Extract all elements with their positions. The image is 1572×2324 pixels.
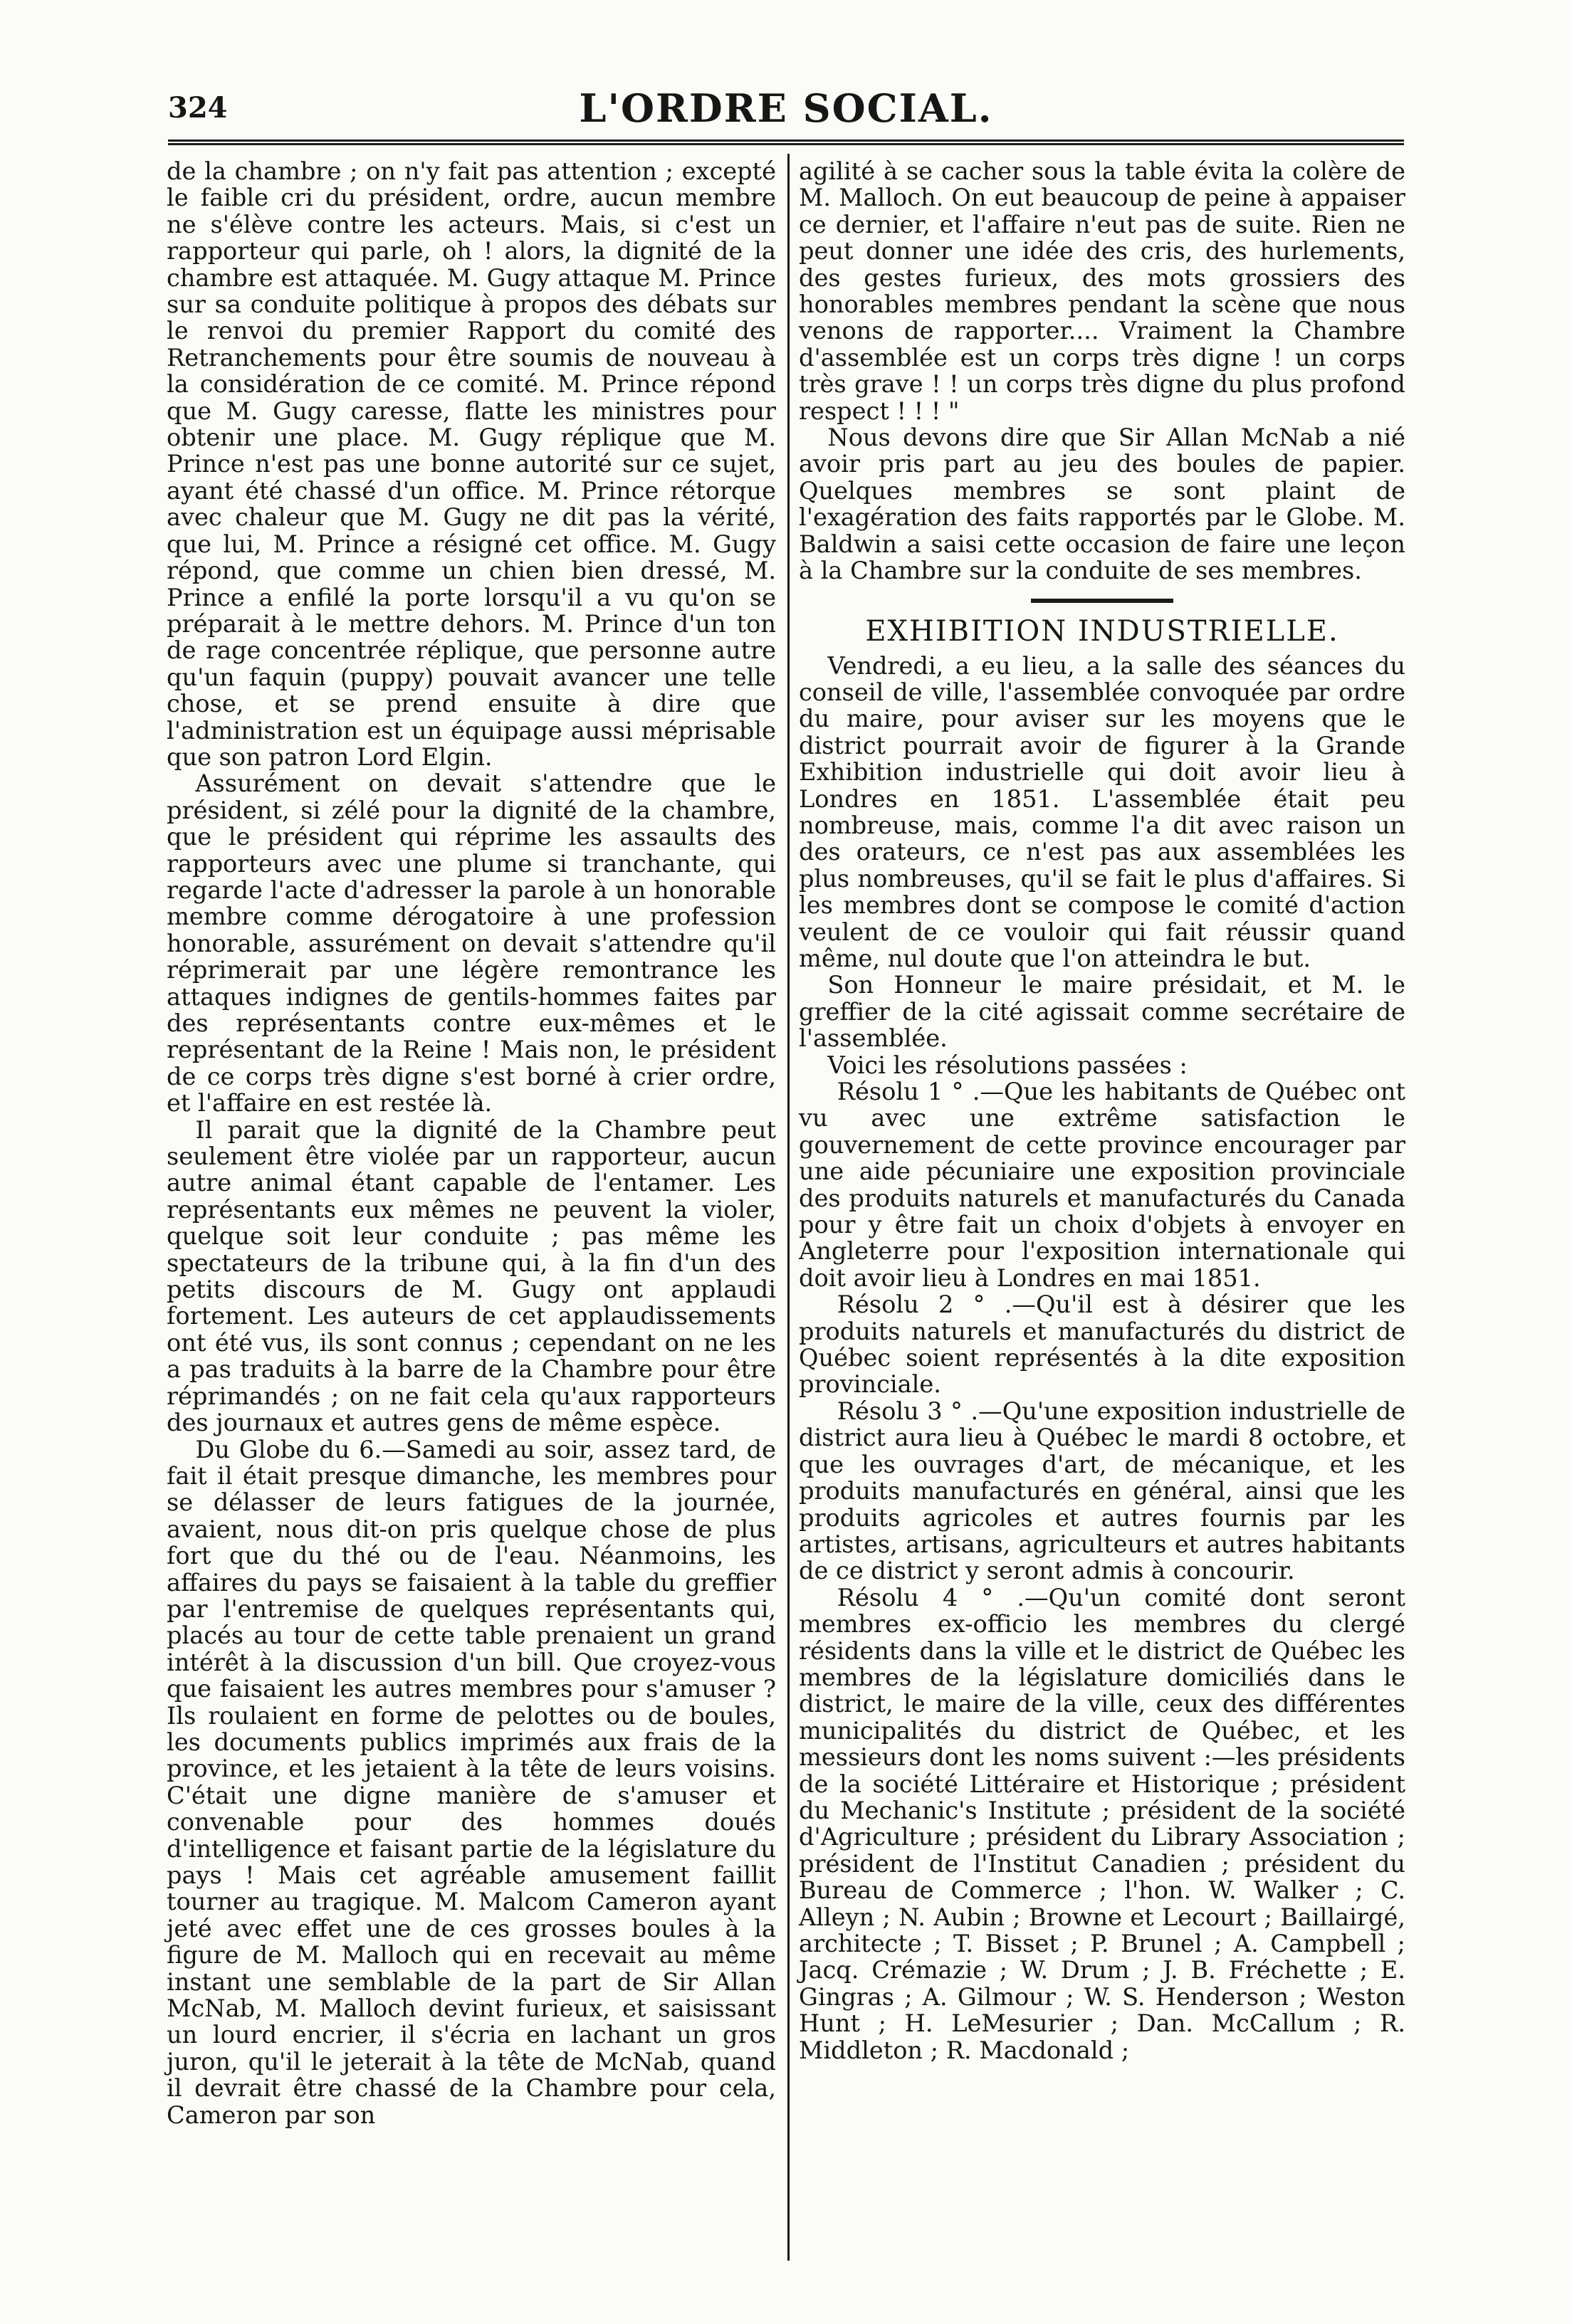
resolution-paragraph: Résolu 2 ° .—Qu'il est à désirer que les produits naturels et manufacturés du district de Québec soient représentés à la dite exposition provinciale. — [799, 1290, 1405, 1399]
paragraph: Il parait que la dignité de la Chambre peut seulement être violée par un rapporteur, aucun autre animal étant capable de l'entamer. Les représentants eux mêmes ne peuvent la violer, quelque soit leur conduite ; pas même les spectateurs de la tribune qui, à la fin d'un des petits discours de M. Gugy ont applaudi fortement. Les auteurs de cet applaudissements ont été vus, ils sont connus ; cependant on ne les a pas traduits à la barre de la Chambre pour être réprimandés ; on ne fait cela qu'aux rapporteurs des journaux et autres gens de même espèce. — [167, 1115, 776, 1437]
section-rule — [1031, 599, 1173, 603]
paragraph: Nous devons dire que Sir Allan McNab a nié avoir pris part au jeu des boules de papier. Quelques membres se sont plaint de l'exagération des faits rapportés par le Globe. M. Baldwin a saisi cette occasion de faire une leçon à la Chambre sur la conduite de ses membres. — [799, 424, 1405, 585]
right-column — [799, 158, 1405, 2063]
page-number: 324 — [168, 91, 228, 125]
paragraph: Voici les résolutions passées : — [827, 1051, 1188, 1079]
column-divider — [787, 154, 790, 2261]
paragraph: agilité à se cacher sous la table évita la colère de M. Malloch. On eut beaucoup de peine à appaiser ce dernier, et l'affaire n'eut pas de suite. Rien ne peut donner une idée des cris, des hurlements, des gestes furieux, des mots grossiers des honorables membres pendant la scène que nous venons de rapporter.... Vraiment la Chambre d'assemblée est un corps très digne ! un corps très grave ! ! un corps très digne du plus profond respect ! ! ! " — [799, 157, 1405, 425]
page-header — [168, 85, 1404, 142]
paragraph: de la chambre ; on n'y fait pas attention ; excepté le faible cri du président, ordre, aucun membre ne s'élève contre les acteurs. Mais, si c'est un rapporteur qui parle, oh ! alors, la dignité de la chambre est attaquée. M. Gugy attaque M. Prince sur sa conduite politique à propos des débats sur le renvoi du premier Rapport du comité des Retranchements pour être soumis de nouveau à la considération de ce comité. M. Prince répond que M. Gugy caresse, flatte les ministres pour obtenir une place. M. Gugy réplique que M. Prince n'est pas une bonne autorité sur ce sujet, ayant été chassé d'un office. M. Prince rétorque avec chaleur que M. Gugy ne dit pas la vérité, que lui, M. Prince a résigné cet office. M. Gugy répond, que comme un chien bien dressé, M. Prince a enfilé la porte lorsqu'il a vu qu'on se préparait à le mettre dehors. M. Prince d'un ton de rage concentrée réplique, que personne autre qu'un faquin (puppy) pouvait avancer une telle chose, et se prend ensuite à dire que l'administration est un équipage aussi méprisable que son patron Lord Elgin. — [167, 157, 776, 771]
running-title: L'ORDRE SOCIAL. — [579, 85, 993, 131]
left-column — [167, 158, 776, 2128]
paragraph: Vendredi, a eu lieu, a la salle des séances du conseil de ville, l'assemblée convoquée par ordre du maire, pour aviser sur les moyens que le district pourrait avoir de figurer à la Grande Exhibition industrielle qui doit avoir lieu à Londres en 1851. L'assemblée était peu nombreuse, mais, comme l'a dit avec raison un des orateurs, ce n'est pas aux assemblées les plus nombreuses, qu'il se fait le plus d'affaires. Si les membres dont se compose le comité d'action veulent de ce vouloir qui fait réussir quand même, nul doute que l'on atteindra le but. — [799, 651, 1405, 972]
paragraph: Son Honneur le maire présidait, et M. le greffier de la cité agissait comme secrétaire de l'assemblée. — [799, 971, 1405, 1053]
resolution-paragraph: Résolu 1 ° .—Que les habitants de Québec ont vu avec une extrême satisfaction le gouvernement de cette province encourager par une aide pécuniaire une exposition provinciale des produits naturels et manufacturés du Canada pour y être fait un choix d'objets à envoyer en Angleterre pour l'exposition internationale qui doit avoir lieu à Londres en mai 1851. — [799, 1078, 1405, 1292]
section-title: EXHIBITION INDUSTRIELLE. — [865, 614, 1339, 648]
resolution-paragraph: Résolu 4 ° .—Qu'un comité dont seront membres ex-officio les membres du clergé résidents dans la ville et le district de Québec les membres de la législature domiciliés dans le district, le maire de la ville, ceux des différentes municipalités du district de Québec, et les messieurs dont les noms suivent :—les présidents de la société Littéraire et Historique ; président du Mechanic's Institute ; président de la société d'Agriculture ; président du Library Association ; président de l'Institut Canadien ; président du Bureau de Commerce ; l'hon. W. Walker ; C. Alleyn ; N. Aubin ; Browne et Lecourt ; Baillairgé, architecte ; T. Bisset ; P. Brunel ; A. Campbell ; Jacq. Crémazie ; W. Drum ; J. B. Fréchette ; E. Gingras ; A. Gilmour ; W. S. Henderson ; Weston Hunt ; H. LeMesurier ; Dan. McCallum ; R. Middleton ; R. Macdonald ; — [799, 1583, 1405, 2064]
paragraph: Du Globe du 6.—Samedi au soir, assez tard, de fait il était presque dimanche, les membres pour se délasser de leurs fatigues de la journée, avaient, nous dit-on pris quelque chose de plus fort que du thé ou de l'eau. Néanmoins, les affaires du pays se faisaient à la table du greffier par l'entremise de quelques représentants qui, placés au tour de cette table prenaient un grand intérêt à la discussion d'un bill. Que croyez-vous que faisaient les autres membres pour s'amuser ? Ils roulaient en forme de pelottes ou de boules, les documents publics imprimés aux frais de la province, et les jetaient à la tête de leurs voisins. C'était une digne manière de s'amuser et convenable pour des hommes doués d'intelligence et faisant partie de la législature du pays ! Mais cet agréable amusement faillit tourner au tragique. M. Malcom Cameron ayant jeté avec effet une de ces grosses boules à la figure de M. Malloch qui en recevait au même instant une semblable de la part de Sir Allan McNab, M. Malloch devint furieux, et saisissant un lourd encrier, il s'écria en lachant un gros juron, qu'il le jeterait à la tête de McNab, quand il devrait être chassé de la Chambre pour cela, Cameron par son — [167, 1435, 776, 2129]
paragraph: Assurément on devait s'attendre que le président, si zélé pour la dignité de la chambre, que le président qui réprime les assaults des rapporteurs avec une plume si tranchante, qui regarde l'acte d'adresser la parole à un honorable membre comme dérogatoire à une profession honorable, assurément on devait s'attendre qu'il réprimerait par une légère remontrance les attaques indignes de gentils-hommes faites par des représentants contre eux-mêmes et le représentant de la Reine ! Mais non, le président de ce corps très digne s'est borné à crier ordre, et l'affaire en est restée là. — [167, 769, 776, 1118]
header-rule — [168, 140, 1404, 145]
resolution-paragraph: Résolu 3 ° .—Qu'une exposition industrielle de district aura lieu à Québec le mardi 8 octobre, et que les ouvrages d'art, de mécanique, et les produits manufacturés en général, ainsi que les produits agricoles et autres fournis par les artistes, artisans, agriculteurs et autres habitants de ce district y seront admis à concourir. — [799, 1397, 1405, 1585]
